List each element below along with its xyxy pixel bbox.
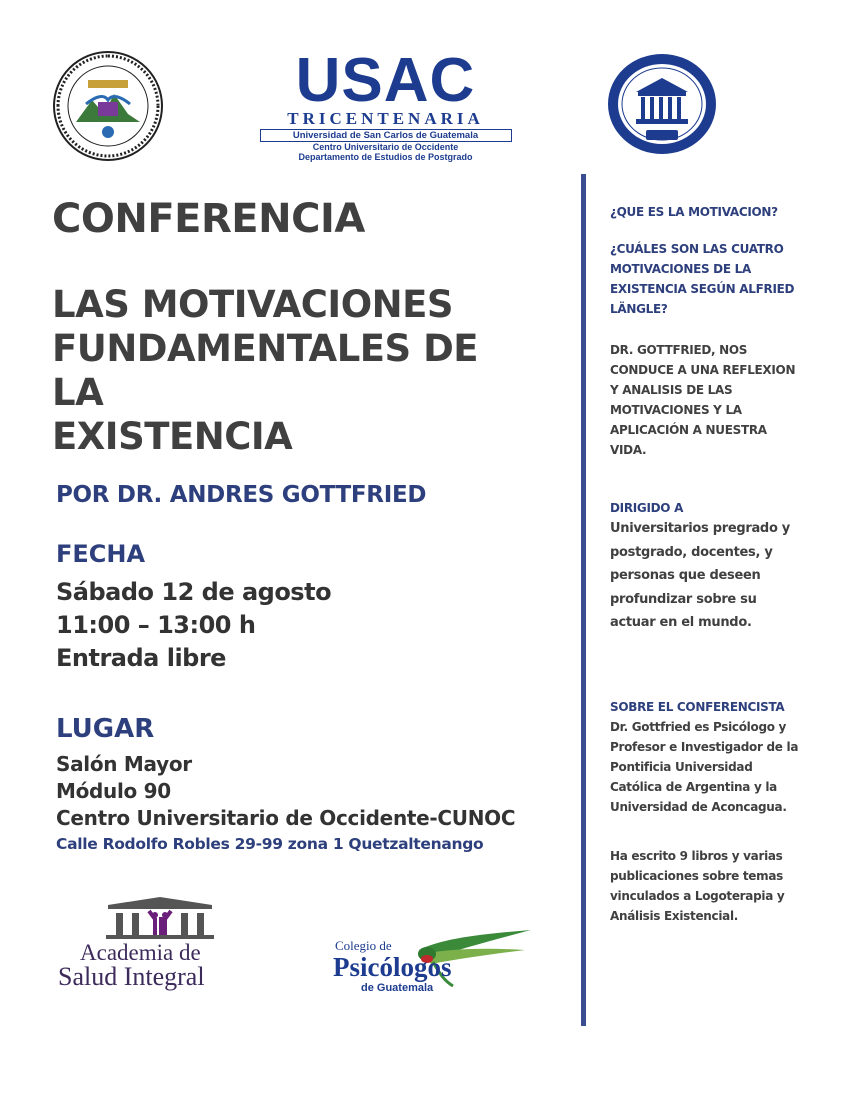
colegio-line-3: de Guatemala: [361, 982, 434, 994]
dirigido-heading: DIRIGIDO A: [610, 501, 684, 515]
dirigido-line: postgrado, docentes, y: [610, 544, 773, 560]
libros-text: [610, 846, 810, 926]
lugar-module: Módulo 90: [56, 779, 171, 803]
libros-line: publicaciones sobre temas: [610, 869, 783, 883]
intro-line: Y ANALISIS DE LAS: [610, 383, 733, 397]
sidebar-intro: [610, 340, 810, 460]
intro-line: DR. GOTTFRIED, NOS: [610, 343, 748, 357]
conference-title: CONFERENCIA: [52, 196, 365, 242]
sobre-line: Pontificia Universidad: [610, 760, 753, 774]
conference-subtitle: [52, 283, 522, 459]
academia-line-1: Academia de: [80, 940, 201, 965]
sidebar-question-1: ¿QUE ES LA MOTIVACION?: [610, 205, 778, 219]
usac-wordmark: USAC: [295, 46, 476, 115]
question-line: EXISTENCIA SEGÚN ALFRIED: [610, 282, 795, 296]
intro-line: CONDUCE A UNA REFLEXION: [610, 363, 796, 377]
lugar-room: Salón Mayor: [56, 752, 192, 776]
libros-line: Ha escrito 9 libros y varias: [610, 849, 783, 863]
fecha-date: Sábado 12 de agosto: [56, 578, 332, 606]
fecha-heading: FECHA: [56, 540, 146, 568]
subtitle-line: FUNDAMENTALES DE LA: [52, 327, 479, 414]
lugar-heading: LUGAR: [56, 714, 155, 744]
sobre-text: [610, 717, 810, 817]
fecha-entry: Entrada libre: [56, 644, 226, 672]
sobre-line: Profesor e Investigador de la: [610, 740, 799, 754]
colegio-line-1: Colegio de: [335, 938, 392, 953]
usac-university-name: Universidad de San Carlos de Guatemala: [260, 129, 512, 142]
subtitle-line: LAS MOTIVACIONES: [52, 283, 454, 326]
usac-tricentenaria: TRICENTENARIA: [287, 109, 484, 128]
libros-line: Análisis Existencial.: [610, 909, 739, 923]
sobre-line: Católica de Argentina y la: [610, 780, 777, 794]
academia-building-icon: [104, 895, 216, 939]
question-line: LÄNGLE?: [610, 302, 668, 316]
dirigido-text: [610, 517, 810, 635]
dirigido-line: profundizar sobre su: [610, 591, 757, 607]
usac-department-name: Departamento de Estudios de Postgrado: [298, 152, 473, 162]
sobre-line: Universidad de Aconcagua.: [610, 800, 787, 814]
academia-salud-integral-logo: [58, 895, 258, 995]
subtitle-line: EXISTENCIA: [52, 415, 293, 458]
sobre-heading: SOBRE EL CONFERENCISTA: [610, 700, 785, 714]
fecha-time: 11:00 – 13:00 h: [56, 611, 256, 639]
fecha-details: [56, 576, 331, 675]
intro-line: MOTIVACIONES Y LA: [610, 403, 742, 417]
dirigido-line: Universitarios pregrado y: [610, 521, 790, 536]
carolina-academia-seal-icon: [52, 50, 164, 162]
cunoc-postgrado-seal-icon: [606, 52, 718, 156]
column-divider: [581, 174, 586, 1026]
intro-line: APLICACIÓN A NUESTRA: [610, 423, 767, 437]
speaker-line: POR DR. ANDRES GOTTFRIED: [56, 482, 427, 508]
sobre-line: Dr. Gottfried es Psicólogo y: [610, 720, 787, 734]
dirigido-line: actuar en el mundo.: [610, 615, 752, 630]
usac-logo: [258, 46, 513, 162]
colegio-psicologos-logo: [333, 928, 538, 998]
dirigido-line: personas que deseen: [610, 568, 761, 583]
libros-line: vinculados a Logoterapia y: [610, 889, 785, 903]
colegio-line-2: Psicólogos: [333, 952, 452, 982]
academia-line-2: Salud Integral: [58, 962, 205, 991]
lugar-center: Centro Universitario de Occidente-CUNOC: [56, 806, 516, 830]
lugar-address: Calle Rodolfo Robles 29-99 zona 1 Quetzaltenango: [56, 835, 484, 853]
question-line: MOTIVACIONES DE LA: [610, 262, 751, 276]
usac-center-name: Centro Universitario de Occidente: [312, 142, 459, 152]
lugar-details: [56, 751, 515, 832]
question-line: ¿CUÁLES SON LAS CUATRO: [610, 242, 784, 256]
sidebar-question-2: [610, 239, 810, 319]
intro-line: VIDA.: [610, 443, 647, 457]
